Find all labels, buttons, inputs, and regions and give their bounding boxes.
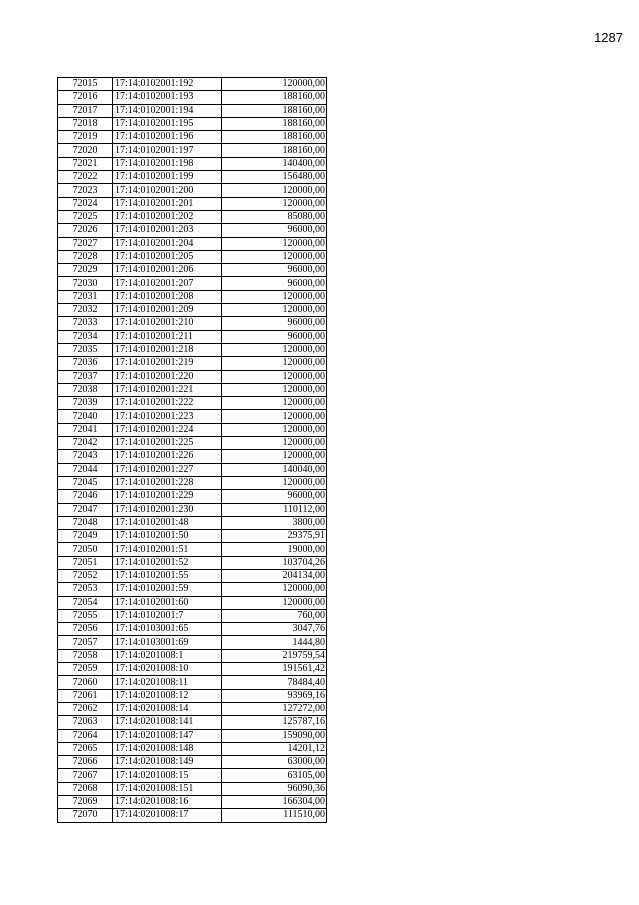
cadastral-number-cell: 17:14:0102001:206: [113, 264, 222, 277]
cadastral-value-cell: 219759,54: [222, 649, 327, 662]
cadastral-number-cell: 17:14:0102001:50: [113, 530, 222, 543]
cadastral-number-cell: 17:14:0102001:60: [113, 596, 222, 609]
record-number-cell: 72052: [58, 569, 113, 582]
record-number-cell: 72022: [58, 171, 113, 184]
cadastral-value-cell: 120000,00: [222, 237, 327, 250]
cadastral-value-cell: 19000,00: [222, 543, 327, 556]
record-number-cell: 72070: [58, 809, 113, 822]
record-number-cell: 72060: [58, 676, 113, 689]
cadastral-value-cell: 96090,36: [222, 782, 327, 795]
cadastral-number-cell: 17:14:0102001:204: [113, 237, 222, 250]
cadastral-number-cell: 17:14:0102001:202: [113, 210, 222, 223]
cadastral-number-cell: 17:14:0201008:148: [113, 742, 222, 755]
table-row: [58, 583, 327, 596]
cadastral-value-cell: 120000,00: [222, 250, 327, 263]
record-number-cell: 72021: [58, 157, 113, 170]
table-row: [58, 676, 327, 689]
record-number-cell: 72054: [58, 596, 113, 609]
table-row: [58, 357, 327, 370]
table-row: [58, 343, 327, 356]
page-number: 1287: [594, 30, 623, 45]
cadastral-number-cell: 17:14:0102001:196: [113, 131, 222, 144]
record-number-cell: 72032: [58, 304, 113, 317]
record-number-cell: 72016: [58, 91, 113, 104]
table-row: [58, 437, 327, 450]
record-number-cell: 72053: [58, 583, 113, 596]
record-number-cell: 72062: [58, 702, 113, 715]
cadastral-value-cell: 120000,00: [222, 78, 327, 91]
record-number-cell: 72039: [58, 397, 113, 410]
record-number-cell: 72036: [58, 357, 113, 370]
cadastral-number-cell: 17:14:0102001:201: [113, 197, 222, 210]
cadastral-value-cell: 188160,00: [222, 91, 327, 104]
cadastral-number-cell: 17:14:0201008:17: [113, 809, 222, 822]
record-number-cell: 72020: [58, 144, 113, 157]
cadastral-value-cell: 156480,00: [222, 171, 327, 184]
record-number-cell: 72031: [58, 290, 113, 303]
table-row: [58, 756, 327, 769]
record-number-cell: 72043: [58, 450, 113, 463]
cadastral-value-cell: 111510,00: [222, 809, 327, 822]
cadastral-number-cell: 17:14:0201008:151: [113, 782, 222, 795]
cadastral-value-cell: 140040,00: [222, 463, 327, 476]
cadastral-value-cell: 120000,00: [222, 357, 327, 370]
cadastral-number-cell: 17:14:0201008:147: [113, 729, 222, 742]
cadastral-value-cell: 96000,00: [222, 277, 327, 290]
table-row: [58, 78, 327, 91]
cadastral-value-cell: 78484,40: [222, 676, 327, 689]
record-number-cell: 72055: [58, 609, 113, 622]
cadastral-value-cell: 93969,16: [222, 689, 327, 702]
table-row: [58, 663, 327, 676]
cadastral-number-cell: 17:14:0201008:149: [113, 756, 222, 769]
table-row: [58, 702, 327, 715]
cadastral-value-cell: 159090,00: [222, 729, 327, 742]
cadastral-number-cell: 17:14:0102001:197: [113, 144, 222, 157]
cadastral-number-cell: 17:14:0102001:219: [113, 357, 222, 370]
cadastral-value-cell: 110112,00: [222, 503, 327, 516]
cadastral-number-cell: 17:14:0201008:14: [113, 702, 222, 715]
record-number-cell: 72038: [58, 383, 113, 396]
table-row: [58, 729, 327, 742]
cadastral-value-cell: 120000,00: [222, 343, 327, 356]
cadastral-number-cell: 17:14:0102001:205: [113, 250, 222, 263]
record-number-cell: 72028: [58, 250, 113, 263]
table-row: [58, 569, 327, 582]
table-row: [58, 383, 327, 396]
table-row: [58, 210, 327, 223]
table-row: [58, 716, 327, 729]
table-row: [58, 410, 327, 423]
table-row: [58, 117, 327, 130]
table-row: [58, 264, 327, 277]
cadastral-value-cell: 120000,00: [222, 476, 327, 489]
cadastral-value-cell: 120000,00: [222, 596, 327, 609]
cadastral-value-cell: 120000,00: [222, 397, 327, 410]
cadastral-value-cell: 120000,00: [222, 290, 327, 303]
cadastral-number-cell: 17:14:0102001:209: [113, 304, 222, 317]
table-row: [58, 423, 327, 436]
table-row: [58, 556, 327, 569]
table-row: [58, 250, 327, 263]
record-number-cell: 72056: [58, 623, 113, 636]
cadastral-value-cell: 120000,00: [222, 383, 327, 396]
cadastral-number-cell: 17:14:0103001:65: [113, 623, 222, 636]
record-number-cell: 72033: [58, 317, 113, 330]
record-number-cell: 72030: [58, 277, 113, 290]
cadastral-number-cell: 17:14:0102001:218: [113, 343, 222, 356]
cadastral-number-cell: 17:14:0102001:203: [113, 224, 222, 237]
cadastral-value-cell: 127272,00: [222, 702, 327, 715]
table-row: [58, 197, 327, 210]
table-row: [58, 503, 327, 516]
table-row: [58, 623, 327, 636]
record-number-cell: 72026: [58, 224, 113, 237]
cadastral-value-cell: 188160,00: [222, 144, 327, 157]
record-number-cell: 72046: [58, 490, 113, 503]
cadastral-number-cell: 17:14:0102001:210: [113, 317, 222, 330]
cadastral-value-cell: 120000,00: [222, 583, 327, 596]
table-row: [58, 304, 327, 317]
table-row: [58, 171, 327, 184]
cadastral-value-cell: 96000,00: [222, 490, 327, 503]
table-row: [58, 184, 327, 197]
record-number-cell: 72048: [58, 516, 113, 529]
record-number-cell: 72029: [58, 264, 113, 277]
record-number-cell: 72018: [58, 117, 113, 130]
table-row: [58, 224, 327, 237]
cadastral-value-cell: 188160,00: [222, 131, 327, 144]
cadastral-number-cell: 17:14:0102001:195: [113, 117, 222, 130]
cadastral-value-cell: 120000,00: [222, 197, 327, 210]
record-number-cell: 72034: [58, 330, 113, 343]
cadastral-value-cell: 63105,00: [222, 769, 327, 782]
cadastral-number-cell: 17:14:0102001:222: [113, 397, 222, 410]
table-row: [58, 330, 327, 343]
record-number-cell: 72058: [58, 649, 113, 662]
cadastral-number-cell: 17:14:0102001:52: [113, 556, 222, 569]
cadastral-number-cell: 17:14:0201008:15: [113, 769, 222, 782]
cadastral-value-cell: 191561,42: [222, 663, 327, 676]
record-number-cell: 72061: [58, 689, 113, 702]
table-row: [58, 530, 327, 543]
table-body: [58, 78, 327, 823]
cadastral-number-cell: 17:14:0102001:221: [113, 383, 222, 396]
cadastral-value-table: [57, 77, 327, 823]
record-number-cell: 72063: [58, 716, 113, 729]
cadastral-value-cell: 14201,12: [222, 742, 327, 755]
table-row: [58, 144, 327, 157]
record-number-cell: 72051: [58, 556, 113, 569]
cadastral-number-cell: 17:14:0102001:207: [113, 277, 222, 290]
table-row: [58, 769, 327, 782]
cadastral-number-cell: 17:14:0201008:141: [113, 716, 222, 729]
table-row: [58, 476, 327, 489]
cadastral-value-cell: 760,00: [222, 609, 327, 622]
record-number-cell: 72045: [58, 476, 113, 489]
record-number-cell: 72025: [58, 210, 113, 223]
record-number-cell: 72044: [58, 463, 113, 476]
cadastral-number-cell: 17:14:0201008:12: [113, 689, 222, 702]
table-row: [58, 131, 327, 144]
cadastral-number-cell: 17:14:0102001:230: [113, 503, 222, 516]
record-number-cell: 72042: [58, 437, 113, 450]
table-row: [58, 609, 327, 622]
cadastral-number-cell: 17:14:0103001:69: [113, 636, 222, 649]
cadastral-value-cell: 120000,00: [222, 450, 327, 463]
cadastral-number-cell: 17:14:0102001:224: [113, 423, 222, 436]
record-number-cell: 72040: [58, 410, 113, 423]
cadastral-value-cell: 120000,00: [222, 370, 327, 383]
record-number-cell: 72024: [58, 197, 113, 210]
record-number-cell: 72066: [58, 756, 113, 769]
cadastral-value-cell: 96000,00: [222, 317, 327, 330]
table-row: [58, 636, 327, 649]
record-number-cell: 72065: [58, 742, 113, 755]
table-row: [58, 689, 327, 702]
cadastral-number-cell: 17:14:0102001:225: [113, 437, 222, 450]
table-row: [58, 543, 327, 556]
record-number-cell: 72064: [58, 729, 113, 742]
cadastral-number-cell: 17:14:0102001:226: [113, 450, 222, 463]
cadastral-number-cell: 17:14:0102001:229: [113, 490, 222, 503]
cadastral-value-cell: 63000,00: [222, 756, 327, 769]
cadastral-value-cell: 96000,00: [222, 224, 327, 237]
cadastral-number-cell: 17:14:0201008:11: [113, 676, 222, 689]
cadastral-value-cell: 1444,80: [222, 636, 327, 649]
cadastral-value-cell: 29375,91: [222, 530, 327, 543]
record-number-cell: 72068: [58, 782, 113, 795]
cadastral-value-cell: 140400,00: [222, 157, 327, 170]
table-row: [58, 450, 327, 463]
table-row: [58, 596, 327, 609]
record-number-cell: 72049: [58, 530, 113, 543]
cadastral-value-cell: 120000,00: [222, 410, 327, 423]
table-row: [58, 809, 327, 822]
record-number-cell: 72035: [58, 343, 113, 356]
table-row: [58, 157, 327, 170]
cadastral-value-cell: 166304,00: [222, 796, 327, 809]
record-number-cell: 72037: [58, 370, 113, 383]
table-row: [58, 277, 327, 290]
record-number-cell: 72015: [58, 78, 113, 91]
cadastral-value-cell: 125787,16: [222, 716, 327, 729]
cadastral-number-cell: 17:14:0102001:223: [113, 410, 222, 423]
cadastral-value-cell: 120000,00: [222, 437, 327, 450]
cadastral-number-cell: 17:14:0201008:16: [113, 796, 222, 809]
table-row: [58, 91, 327, 104]
cadastral-value-cell: 96000,00: [222, 264, 327, 277]
table-row: [58, 370, 327, 383]
record-number-cell: 72057: [58, 636, 113, 649]
cadastral-number-cell: 17:14:0102001:198: [113, 157, 222, 170]
cadastral-value-cell: 204134,00: [222, 569, 327, 582]
table-row: [58, 782, 327, 795]
cadastral-value-cell: 103704,26: [222, 556, 327, 569]
table-row: [58, 104, 327, 117]
table-row: [58, 796, 327, 809]
record-number-cell: 72059: [58, 663, 113, 676]
cadastral-value-cell: 85080,00: [222, 210, 327, 223]
cadastral-number-cell: 17:14:0102001:51: [113, 543, 222, 556]
cadastral-number-cell: 17:14:0102001:211: [113, 330, 222, 343]
cadastral-number-cell: 17:14:0102001:200: [113, 184, 222, 197]
cadastral-value-cell: 3047,76: [222, 623, 327, 636]
cadastral-number-cell: 17:14:0102001:59: [113, 583, 222, 596]
table-row: [58, 742, 327, 755]
table-row: [58, 317, 327, 330]
table-row: [58, 490, 327, 503]
cadastral-value-cell: 188160,00: [222, 117, 327, 130]
cadastral-value-cell: 96000,00: [222, 330, 327, 343]
cadastral-value-cell: 120000,00: [222, 304, 327, 317]
cadastral-number-cell: 17:14:0102001:193: [113, 91, 222, 104]
cadastral-value-cell: 3800,00: [222, 516, 327, 529]
table-row: [58, 397, 327, 410]
cadastral-number-cell: 17:14:0102001:55: [113, 569, 222, 582]
cadastral-value-cell: 188160,00: [222, 104, 327, 117]
record-number-cell: 72047: [58, 503, 113, 516]
record-number-cell: 72041: [58, 423, 113, 436]
record-number-cell: 72017: [58, 104, 113, 117]
record-number-cell: 72067: [58, 769, 113, 782]
cadastral-value-cell: 120000,00: [222, 423, 327, 436]
cadastral-number-cell: 17:14:0102001:48: [113, 516, 222, 529]
table-row: [58, 516, 327, 529]
cadastral-number-cell: 17:14:0102001:192: [113, 78, 222, 91]
cadastral-number-cell: 17:14:0102001:194: [113, 104, 222, 117]
cadastral-number-cell: 17:14:0102001:228: [113, 476, 222, 489]
cadastral-number-cell: 17:14:0102001:227: [113, 463, 222, 476]
record-number-cell: 72027: [58, 237, 113, 250]
table-row: [58, 649, 327, 662]
cadastral-number-cell: 17:14:0102001:7: [113, 609, 222, 622]
record-number-cell: 72069: [58, 796, 113, 809]
cadastral-number-cell: 17:14:0201008:10: [113, 663, 222, 676]
table-row: [58, 237, 327, 250]
table-row: [58, 290, 327, 303]
cadastral-number-cell: 17:14:0201008:1: [113, 649, 222, 662]
cadastral-number-cell: 17:14:0102001:220: [113, 370, 222, 383]
cadastral-number-cell: 17:14:0102001:208: [113, 290, 222, 303]
cadastral-number-cell: 17:14:0102001:199: [113, 171, 222, 184]
record-number-cell: 72019: [58, 131, 113, 144]
cadastral-value-cell: 120000,00: [222, 184, 327, 197]
record-number-cell: 72023: [58, 184, 113, 197]
record-number-cell: 72050: [58, 543, 113, 556]
table-row: [58, 463, 327, 476]
